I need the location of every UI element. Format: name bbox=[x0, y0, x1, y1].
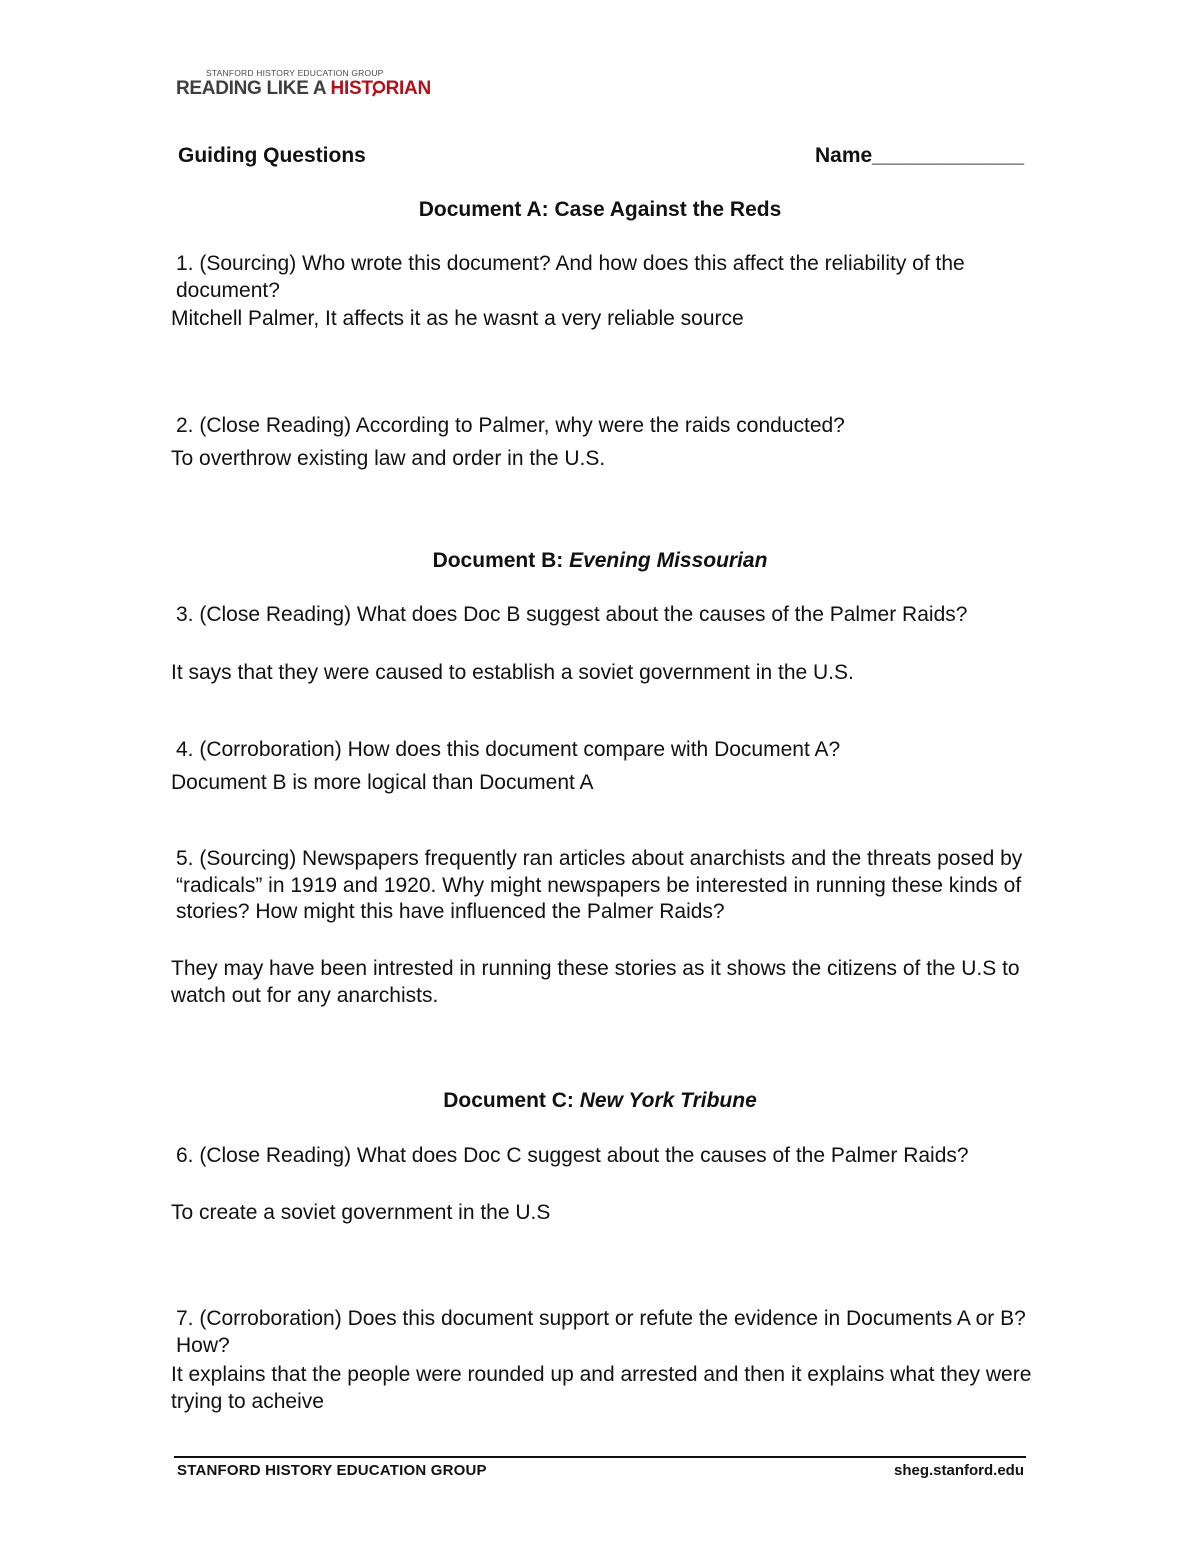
document-b-title bbox=[0, 548, 1200, 574]
question-1: 1. (Sourcing) Who wrote this document? And how does this affect the reliability of the document? bbox=[176, 252, 965, 302]
name-field: Name_____________ bbox=[814, 144, 1024, 167]
logo-title-part2: HIST bbox=[330, 78, 373, 99]
footer-website: sheg.stanford.edu bbox=[893, 1462, 1024, 1479]
logo-title-part1: READING LIKE A bbox=[176, 78, 331, 99]
answer-1: Mitchell Palmer, It affects it as he wasnt a very reliable source bbox=[171, 307, 744, 330]
question-2: 2. (Close Reading) According to Palmer, why were the raids conducted? bbox=[176, 414, 845, 437]
document-a-label: Document A: bbox=[418, 198, 555, 221]
answer-2: To overthrow existing law and order in the U.S. bbox=[171, 447, 606, 470]
guiding-questions-heading: Guiding Questions bbox=[178, 144, 366, 167]
answer-6: To create a soviet government in the U.S bbox=[171, 1201, 551, 1224]
logo-title bbox=[176, 78, 431, 100]
answer-7: It explains that the people were rounded up and arrested and then it explains what they were trying to acheive bbox=[171, 1363, 1032, 1413]
document-b-name: Evening Missourian bbox=[569, 549, 768, 572]
question-5: 5. (Sourcing) Newspapers frequently ran articles about anarchists and the threats posed by “radicals” in 1919 and 1920. Why might newspapers be interested in running these kinds of stories? How might this have influenced the Palmer Raids? bbox=[176, 847, 1023, 923]
footer-organization: STANFORD HISTORY EDUCATION GROUP bbox=[177, 1462, 487, 1479]
question-3: 3. (Close Reading) What does Doc B suggest about the causes of the Palmer Raids? bbox=[176, 603, 968, 626]
logo-subtitle: STANFORD HISTORY EDUCATION GROUP bbox=[206, 68, 384, 78]
question-7: 7. (Corroboration) Does this document support or refute the evidence in Documents A or B? How? bbox=[176, 1307, 1026, 1357]
document-b-label: Document B: bbox=[432, 549, 570, 572]
document-a-name: Case Against the Reds bbox=[554, 198, 782, 221]
answer-5: They may have been intrested in running these stories as it shows the citizens of the U.S to watch out for any anarchists. bbox=[171, 957, 1020, 1007]
logo-title-part3: RIAN bbox=[385, 78, 431, 99]
answer-4: Document B is more logical than Document A bbox=[171, 771, 594, 794]
document-c-name: New York Tribune bbox=[579, 1089, 757, 1112]
footer-divider bbox=[174, 1456, 1026, 1458]
sheg-logo bbox=[176, 68, 431, 100]
answer-3: It says that they were caused to establish a soviet government in the U.S. bbox=[171, 661, 854, 684]
question-4: 4. (Corroboration) How does this document compare with Document A? bbox=[176, 738, 841, 761]
document-a-title bbox=[0, 197, 1200, 223]
magnifier-icon bbox=[372, 79, 387, 97]
document-c-title bbox=[0, 1088, 1200, 1114]
question-6: 6. (Close Reading) What does Doc C suggest about the causes of the Palmer Raids? bbox=[176, 1144, 969, 1167]
document-c-label: Document C: bbox=[443, 1089, 580, 1112]
